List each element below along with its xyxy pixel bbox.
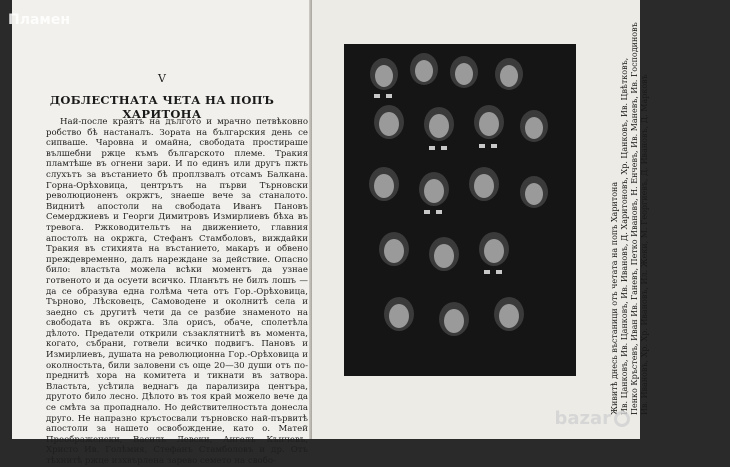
caption-line: Ив. Ивановъ, Хр. Хр. Ивановъ, Ил. Жеки, М. Георгиевъ, Д. Ивановъ, Д. Марковъ [640,74,649,415]
watermark-text: Пламен [8,12,71,28]
caption-line: Пенко Кръстевъ, Иван Ив. Ганевъ, Петко Ивановъ, Н. Енчевъ, Ив. Маневъ, Ив. Господиновъ [630,22,639,415]
site-logo [554,408,630,429]
caption-line: Ив. Цанковъ, Ив. Цанковъ, Ив. Ивановъ, Д. Харитоновъ, Хр. Цанковъ, Ив. Цвѣтковъ, [620,57,629,415]
group-photo [344,44,576,376]
logo-circle-icon [614,411,630,427]
photo-caption [610,22,730,415]
caption-line: Живитѣ днесь въстаници отъ четата на попъ Харитона [610,181,619,415]
site-logo-text: bazar [554,408,611,429]
chapter-title: ДОБЛЕСТНАТА ЧЕТА НА ПОПЪ ХАРИТОНА [49,93,275,121]
left-page [12,0,312,466]
chapter-numeral: V [158,72,166,85]
paragraph: Най-после краятъ на дългото и мрачно петвѣковно робство бѣ настаналъ. Зората на българския день се сипваше. Чаровна и омайна, свободата простираше вълшебни ржце къмъ българското племе. Тракия пламтѣше въ огнени зари. И по единъ или другъ пжть слухътъ за въстанието бѣ проплзвалъ отсамъ Балкана. Горна-Орѣховица, центрътъ на първи Търновски революционенъ окржгъ, знаеше вече за станалото. Виднитѣ апостоли на свободата Иванъ Пановъ Семерджиевъ и Георги Димитровъ Измирлиевъ бѣха въ тревога. Ржководительтъ на движението, главния апостолъ на окржга, Стефанъ Стамболовъ, виждайки Тракия въ стихията на въстанието, макаръ и обвено преждевременно, далъ нареждане за действие. Опасно било: властьта можела всѣки моментъ да узнае готвеното и да осуети всичко. Планътъ не билъ лошъ — да се образува една голѣма чета отъ Гор.-Орѣховица, Търново, Лѣсковецъ, Самоводене и околнитѣ села и заедно съ другитѣ чети да се разбие знаменото на свободата въ окржга. Зла орисъ, обаче, сполетѣла дѣлото. Предатели открили съзаклятнитѣ въ момента, когато, събрани, готвели всичко подвигъ. Пановъ и Измирлиевъ, душата на революционна Гор.-Орѣховица и околностьта, били заловени съ още 20—30 души отъ по-преднитѣ хора на комитета и тикнати въ затвора. Властьта, усѣтила веднагъ да парализира центъра, другото било лесно. Дѣлото въ тоя край можело вече да се смѣта за пропаднало. Но действителностьта донесла друго. Не напразно кръстосвали търновско най-първитѣ апостоли за нашето освобождение, като о. Матей Преображенски, Василъ Левски, Ангелъ Кънчевъ, Христо Ив. Голѣмия, Стефанъ Стамболовъ и др. Отъ тѣхнитѣ ржце изхвърлена зарево семето на свобо- [46,117,308,466]
body-text [46,117,308,467]
